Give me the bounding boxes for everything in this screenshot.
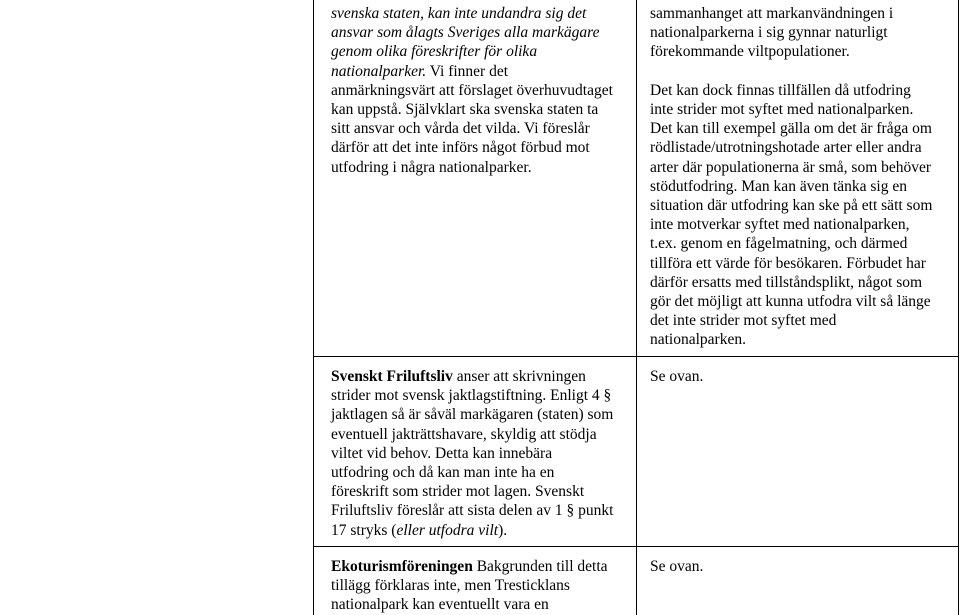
response-paragraph-1 [650,4,950,62]
text-line: nationalparken. [650,331,746,349]
row3-response-cell [650,557,950,576]
text-line: tillföra ett värde för besökaren. Förbudet har [650,254,926,272]
row2-response-cell [650,367,950,386]
text-line: utfodring i några nationalparker. [331,158,532,176]
text-fragment: ). [498,521,508,539]
text-line: nationalparkerna i sig gynnar naturligt [650,24,888,42]
italic-line: genom olika föreskrifter för olika [331,43,538,61]
row1-response-cell [650,4,950,350]
italic-line: ansvar som ålagts Sveriges alla markägare [331,24,600,42]
organization-name: Svenskt Friluftsliv [331,368,453,385]
text-fragment: 17 stryks ( [331,521,397,539]
row1-comment-cell [331,4,631,177]
text-line: eventuell jakträttshavare, skyldig att stödja [331,425,597,443]
text-line: anmärkningsvärt att förslaget överhuvudtaget [331,81,613,99]
table-column-divider [636,0,637,615]
text-fragment: anser att skrivningen [452,368,586,385]
row-divider-1 [313,356,959,357]
text-line: strider mot svensk jaktlagstiftning. Enligt 4 § [331,387,612,405]
text-line: sammanhanget att markanvändningen i [650,5,894,22]
text-line: sitt ansvar och vårda det vilda. Vi föreslår [331,120,590,138]
text-line: inte strider mot syftet med nationalparken. [650,101,914,118]
italic-fragment: nationalparker. [331,62,427,80]
text-line: situation där utfodring kan ske på ett sätt som [650,197,933,215]
first-line [331,557,631,576]
text-line: det inte strider mot syftet med [650,312,837,330]
table-border-right [958,0,959,615]
response-text: Se ovan. [650,368,704,385]
last-line [331,521,631,540]
text-line: tillägg förklaras inte, men Tresticklans [331,577,570,595]
text-line: nationalpark kan eventuellt vara en [331,596,549,614]
text-line: förekommande viltpopulationer. [650,43,850,61]
text-line: arter där populationerna är små, som behöver [650,158,932,176]
text-line: stödutfodring. Man kan även tänka sig en [650,177,907,195]
organization-name: Ekoturismföreningen [331,558,473,575]
italic-fragment: eller utfodra vilt [396,521,499,539]
first-line [331,367,631,386]
text-line: utfodring och då kan man inte ha en [331,464,555,482]
text-line: gör det möjligt att kunna utfodra vilt så länge [650,293,931,311]
text-line: Friluftsliv föreslår att sista delen av 1 § punkt [331,502,614,520]
text-line: därför att det inte införs något förbud mot [331,139,590,157]
text-fragment: Vi finner det [429,62,509,80]
text-line: därför ersatts med tillståndsplikt, något som [650,273,923,291]
text-line: föreskrift som strider mot lagen. Svenskt [331,483,585,501]
text-line: viltet vid behov. Detta kan innebära [331,444,553,462]
table-border-left [313,0,314,615]
text-line: kan uppstå. Självklart ska svenska staten ta [331,101,599,119]
response-paragraph-2 [650,81,950,350]
text-line: rödlistade/utrotningshotade arter eller andra [650,139,922,157]
text-line: inte motverkar syftet med nationalparken, [650,216,910,234]
text-line: jaktlagen så är såväl markägaren (staten) som [331,406,614,424]
mixed-line [331,62,631,81]
text-line: Det kan dock finnas tillfällen då utfodring [650,81,911,99]
response-text: Se ovan. [650,558,704,575]
row-divider-2 [313,546,959,547]
text-fragment: Bakgrunden till detta [472,558,608,575]
italic-line: svenska staten, kan inte undandra sig det [331,5,587,22]
text-line: Det kan till exempel gälla om det är fråga om [650,120,932,138]
text-line: t.ex. genom en fågelmatning, och därmed [650,235,908,253]
row3-comment-cell [331,557,631,615]
row2-comment-cell [331,367,631,540]
